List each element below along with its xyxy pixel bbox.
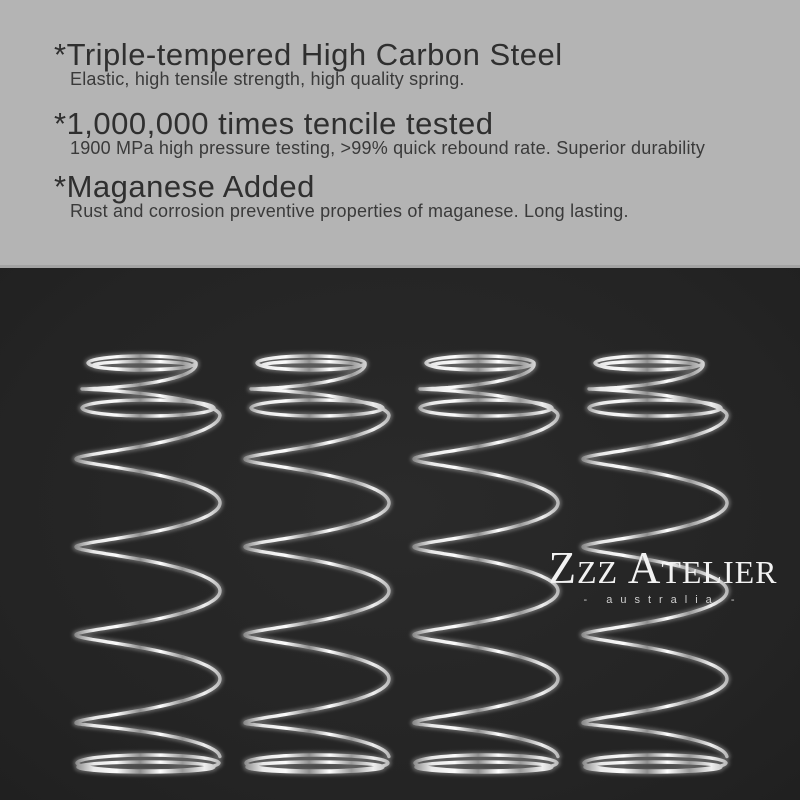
brand-tagline: - australia -: [583, 594, 743, 606]
coil-spring: [76, 356, 220, 772]
feature-description: 1900 MPa high pressure testing, >99% quick rebound rate. Superior durability: [70, 138, 706, 158]
feature-block-tensile: [54, 108, 705, 158]
springs-illustration: [0, 268, 800, 800]
brand-logo: [530, 543, 796, 606]
coil-spring: [245, 356, 389, 772]
feature-description: Elastic, high tensile strength, high quality spring.: [70, 69, 465, 89]
feature-block-steel: [54, 39, 563, 89]
product-photo: [0, 268, 800, 800]
feature-description: Rust and corrosion preventive properties of maganese. Long lasting.: [70, 201, 629, 221]
brand-name: Zzz Atelier: [548, 543, 778, 593]
feature-heading: *1,000,000 times tencile tested: [54, 106, 494, 141]
feature-heading: *Maganese Added: [54, 169, 315, 204]
feature-heading: *Triple-tempered High Carbon Steel: [54, 37, 563, 72]
features-panel: [0, 0, 800, 268]
feature-block-manganese: [54, 171, 629, 221]
